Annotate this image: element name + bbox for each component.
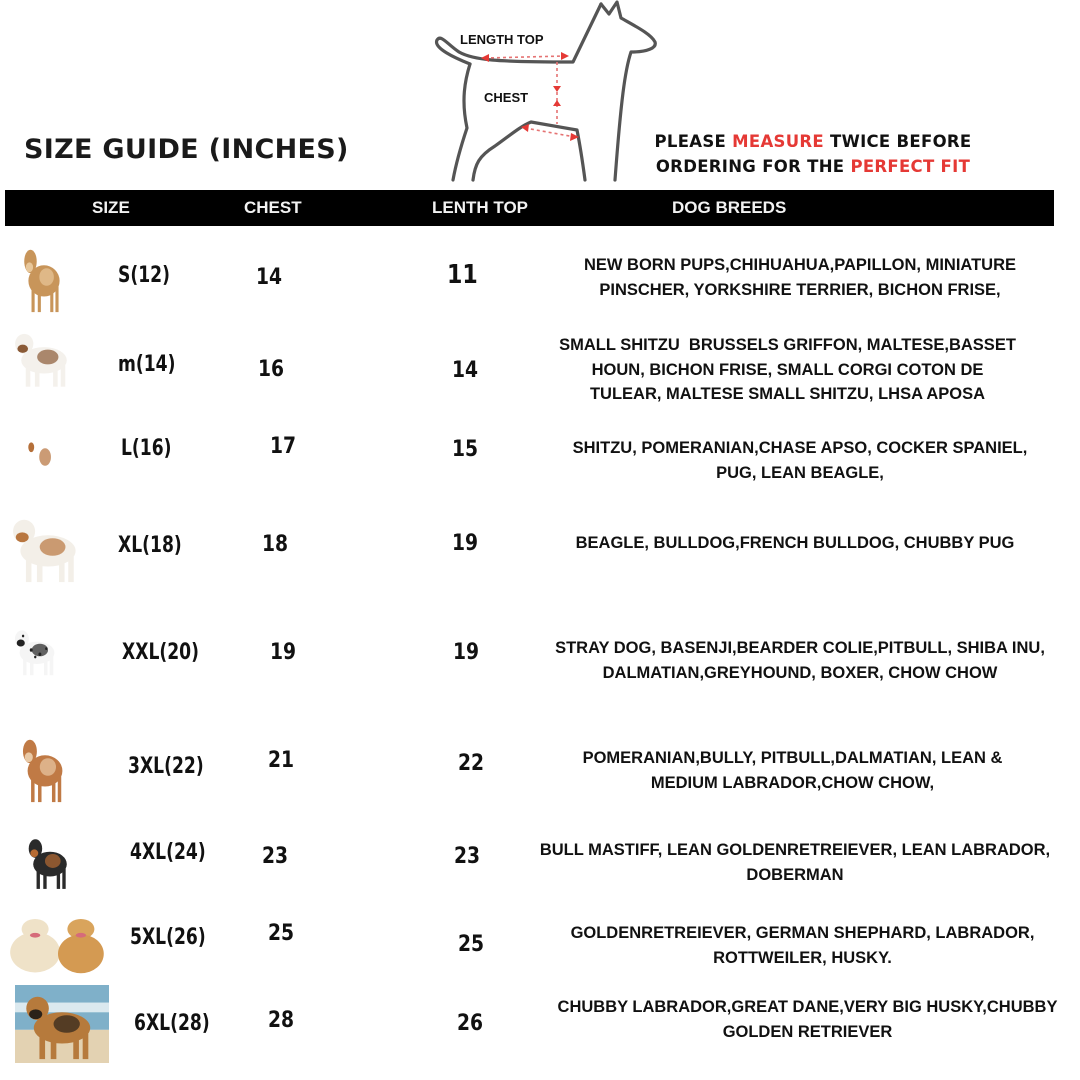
header-chest: CHEST [244,198,302,217]
chest-value: 28 [268,1008,295,1033]
chest-value: 16 [258,357,285,382]
length-top-value: 15 [452,437,479,462]
header-length-top: LENTH TOP [432,198,529,217]
dog-breeds [525,838,1065,887]
doberman-icon [22,830,78,892]
breed-line: HOUN, BICHON FRISE, SMALL CORGI COTON DE [591,360,984,379]
length-top-value: 23 [454,844,481,869]
breed-line: SHITZU, POMERANIAN,CHASE APSO, COCKER SPANIEL, [572,439,1028,457]
labrador-golden-icon [6,912,110,974]
length-top-value: 22 [458,751,485,776]
breed-line: GOLDENRETREIEVER, GERMAN SHEPHARD, LABRADOR, [570,924,1035,942]
breed-line: DALMATIAN,GREYHOUND, BOXER, CHOW CHOW [602,663,998,682]
size-value: 6XL(28) [134,1011,210,1036]
bulldog-icon [2,508,94,586]
dog-breeds [540,253,1060,302]
dog-breeds [530,636,1070,685]
page-title: SIZE GUIDE (INCHES) [24,134,349,165]
chest-value: 14 [256,265,283,290]
breed-line: ROTTWEILER, HUSKY. [713,948,892,967]
header-size: SIZE [92,198,130,217]
notice-text: PLEASE [654,132,733,151]
length-top-value: 25 [458,932,485,957]
notice-text: TWICE BEFORE [823,132,972,151]
dog-breeds [545,921,1060,970]
measure-notice [618,129,1008,179]
breed-line: TULEAR, MALTESE SMALL SHITZU, LHSA APOSA [589,385,986,403]
beagle-icon [22,418,64,496]
breed-line: NEW BORN PUPS,CHIHUAHUA,PAPILLON, MINIATURE [583,256,1017,274]
chest-value: 21 [268,748,295,773]
notice-highlight-perfect-fit: PERFECT FIT [850,157,971,176]
length-top-value: 26 [457,1011,484,1036]
size-value: 3XL(22) [128,754,204,779]
chihuahua-icon [18,238,70,316]
dog-breeds [525,531,1065,556]
german-shepherd-icon [15,985,109,1063]
breed-line: CHUBBY LABRADOR,GREAT DANE,VERY BIG HUSKY,CHUBBY [557,998,1058,1016]
length-top-label: LENGTH TOP [460,32,544,47]
size-value: S(12) [118,263,170,288]
dog-breeds [530,333,1045,407]
size-value: L(16) [121,436,172,461]
chest-value: 25 [268,921,295,946]
breed-line: PUG, LEAN BEAGLE, [716,463,884,482]
breed-line: STRAY DOG, BASENJI,BEARDER COLIE,PITBULL, SHIBA INU, [555,639,1045,657]
length-top-value: 19 [453,640,480,665]
chest-label: CHEST [484,90,529,105]
chest-value: 17 [270,434,297,459]
breed-line: POMERANIAN,BULLY, PITBULL,DALMATIAN, LEAN & [582,749,1003,767]
chest-value: 23 [262,844,289,869]
breed-line: SMALL SHITZU BRUSSELS GRIFFON, MALTESE,BASSET [559,336,1016,354]
length-top-value: 14 [452,358,479,383]
table-header [5,190,1054,226]
chest-value: 18 [262,532,289,557]
breed-line: GOLDEN RETRIEVER [722,1022,893,1041]
size-value: 4XL(24) [130,840,206,865]
breed-line: MEDIUM LABRADOR,CHOW CHOW, [650,773,935,792]
breed-line: BEAGLE, BULLDOG,FRENCH BULLDOG, CHUBBY PUG [575,534,1015,552]
header-dog-breeds: DOG BREEDS [672,198,787,217]
pitbull-icon [16,728,74,806]
size-value: XXL(20) [122,640,199,665]
dog-breeds [540,436,1060,485]
dalmatian-icon [8,622,66,678]
breed-line: DOBERMAN [746,865,844,884]
shih-tzu-icon [6,324,82,390]
chest-value: 19 [270,640,297,665]
length-top-value: 11 [447,260,478,290]
size-value: XL(18) [118,533,182,558]
size-value: m(14) [118,352,176,377]
breed-line: PINSCHER, YORKSHIRE TERRIER, BICHON FRISE, [599,280,1001,299]
dog-breeds [535,995,1080,1044]
breed-line: BULL MASTIFF, LEAN GOLDENRETREIEVER, LEAN LABRADOR, [539,841,1051,859]
dog-breeds [545,746,1040,795]
notice-highlight-measure: MEASURE [732,132,824,151]
size-value: 5XL(26) [130,925,206,950]
notice-text: ORDERING FOR THE [655,157,851,176]
length-top-value: 19 [452,531,479,556]
